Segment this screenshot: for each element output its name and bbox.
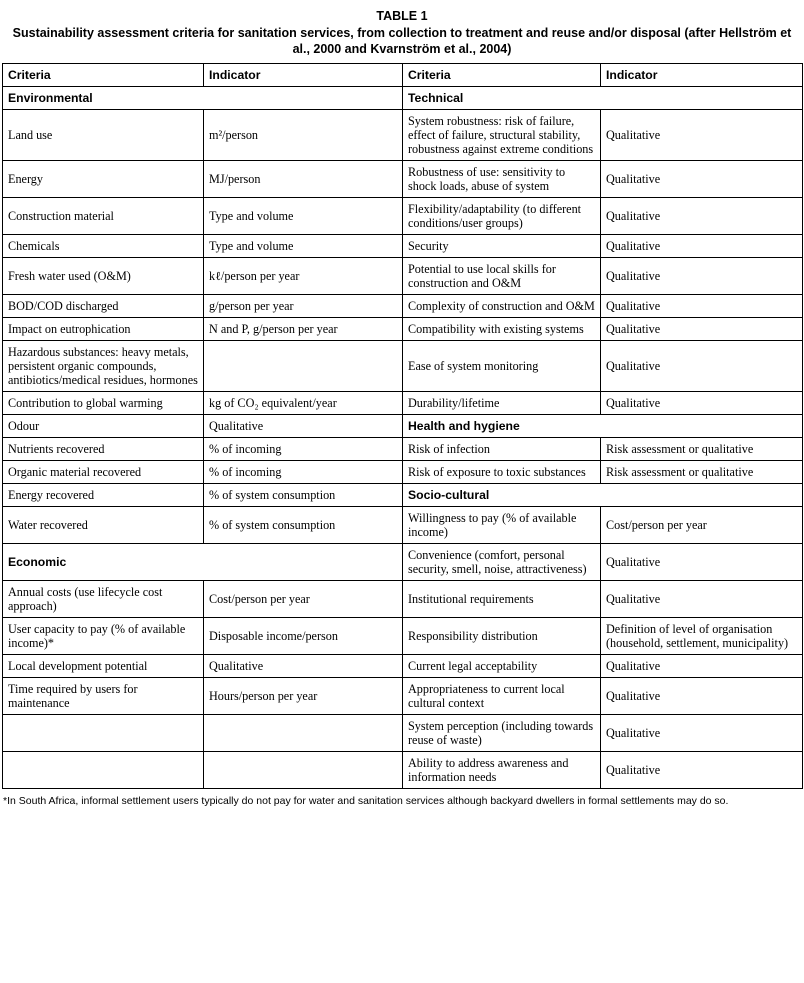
cell-indicator-left: % of system consumption (204, 484, 403, 507)
cell-indicator-right: Risk assessment or qualitative (601, 461, 803, 484)
cell-indicator-right: Qualitative (601, 295, 803, 318)
cell-criteria-right: Complexity of construction and O&M (403, 295, 601, 318)
cell-criteria-left: Annual costs (use lifecycle cost approach) (3, 581, 204, 618)
cell-criteria-left: Energy recovered (3, 484, 204, 507)
cell-indicator-left: % of incoming (204, 461, 403, 484)
table-row (3, 198, 803, 235)
table-row (3, 655, 803, 678)
cell-indicator-right: Qualitative (601, 655, 803, 678)
cell-criteria-left: Land use (3, 110, 204, 161)
cell-criteria-right: Current legal acceptability (403, 655, 601, 678)
cell-criteria-right: Risk of infection (403, 438, 601, 461)
cell-criteria-right: Institutional requirements (403, 581, 601, 618)
table-title: Sustainability assessment criteria for sanitation services, from collection to treatment and reuse and/or disposal (after Hellström et al., 2000 and Kvarnström et al., 2004) (12, 26, 792, 56)
cell-indicator-left (204, 752, 403, 789)
cell-indicator-right: Qualitative (601, 752, 803, 789)
cell-criteria-right: Potential to use local skills for construction and O&M (403, 258, 601, 295)
table-row (3, 341, 803, 392)
cell-criteria-right: Ability to address awareness and information needs (403, 752, 601, 789)
cell-criteria-left: Odour (3, 415, 204, 438)
table-row (3, 715, 803, 752)
cell-indicator-left: % of system consumption (204, 507, 403, 544)
cell-criteria-right: Appropriateness to current local cultural context (403, 678, 601, 715)
cell-criteria-right: System perception (including towards reuse of waste) (403, 715, 601, 752)
sustainability-criteria-table (2, 63, 803, 789)
table-row (3, 678, 803, 715)
cell-criteria-left: Construction material (3, 198, 204, 235)
cell-indicator-left: Disposable income/person (204, 618, 403, 655)
table-footnote: *In South Africa, informal settlement users typically do not pay for water and sanitation services although backyard dwellers in formal settlements may do so. (3, 795, 729, 807)
cell-indicator-left: Type and volume (204, 198, 403, 235)
cell-indicator-left: Qualitative (204, 415, 403, 438)
cell-criteria-left: Energy (3, 161, 204, 198)
table-row (3, 581, 803, 618)
cell-indicator-right: Qualitative (601, 392, 803, 415)
table-row (3, 392, 803, 415)
cell-indicator-left (204, 715, 403, 752)
cell-criteria-right: Risk of exposure to toxic substances (403, 461, 601, 484)
cell-indicator-right: Definition of level of organisation (household, settlement, municipality) (601, 618, 803, 655)
cell-indicator-right: Qualitative (601, 110, 803, 161)
cell-criteria-left: Chemicals (3, 235, 204, 258)
cell-criteria-right: Security (403, 235, 601, 258)
cell-criteria-left: BOD/COD discharged (3, 295, 204, 318)
cell-criteria-left: Nutrients recovered (3, 438, 204, 461)
table-row (3, 295, 803, 318)
cell-indicator-right: Qualitative (601, 341, 803, 392)
cell-criteria-right: System robustness: risk of failure, effect of failure, structural stability, robustness against extreme conditions (403, 110, 601, 161)
cell-criteria-left: Hazardous substances: heavy metals, persistent organic compounds, antibiotics/medical residues, hormones (3, 341, 204, 392)
cell-indicator-right: Qualitative (601, 198, 803, 235)
cell-indicator-right: Qualitative (601, 235, 803, 258)
cell-criteria-right: Durability/lifetime (403, 392, 601, 415)
cell-criteria-left: Time required by users for maintenance (3, 678, 204, 715)
table-row (3, 461, 803, 484)
table-row (3, 544, 803, 581)
cell-criteria-left (3, 752, 204, 789)
table-row (3, 161, 803, 198)
table-row (3, 318, 803, 341)
cell-indicator-left: kℓ/person per year (204, 258, 403, 295)
cell-indicator-right: Qualitative (601, 318, 803, 341)
cell-indicator-right: Qualitative (601, 581, 803, 618)
table-row (3, 507, 803, 544)
cell-criteria-right: Compatibility with existing systems (403, 318, 601, 341)
cell-criteria-left: Contribution to global warming (3, 392, 204, 415)
header-indicator-right: Indicator (601, 64, 803, 87)
cell-criteria-left: Local development potential (3, 655, 204, 678)
cell-indicator-left: kg of CO₂ equivalent/year (204, 392, 403, 415)
table-row (3, 484, 803, 507)
cell-criteria-left (3, 715, 204, 752)
table-number: TABLE 1 (376, 9, 428, 23)
table-row (3, 110, 803, 161)
cell-criteria-right: Willingness to pay (% of available income) (403, 507, 601, 544)
table-row (3, 258, 803, 295)
cell-indicator-right: Qualitative (601, 678, 803, 715)
table-row (3, 415, 803, 438)
cell-indicator-left: m²/person (204, 110, 403, 161)
cell-indicator-left: g/person per year (204, 295, 403, 318)
header-criteria-right: Criteria (403, 64, 601, 87)
cell-criteria-right: Robustness of use: sensitivity to shock loads, abuse of system (403, 161, 601, 198)
table-body (3, 64, 803, 789)
table-row (3, 235, 803, 258)
table-header-row (3, 64, 803, 87)
section-header-right: Health and hygiene (403, 415, 803, 438)
cell-indicator-left (204, 341, 403, 392)
cell-criteria-left: User capacity to pay (% of available income)* (3, 618, 204, 655)
cell-indicator-left: Qualitative (204, 655, 403, 678)
cell-indicator-left: % of incoming (204, 438, 403, 461)
cell-criteria-left: Organic material recovered (3, 461, 204, 484)
cell-criteria-left: Impact on eutrophication (3, 318, 204, 341)
header-criteria-left: Criteria (3, 64, 204, 87)
cell-criteria-left: Fresh water used (O&M) (3, 258, 204, 295)
cell-indicator-left: Cost/person per year (204, 581, 403, 618)
header-indicator-left: Indicator (204, 64, 403, 87)
table-row (3, 438, 803, 461)
cell-indicator-right: Risk assessment or qualitative (601, 438, 803, 461)
cell-indicator-left: N and P, g/person per year (204, 318, 403, 341)
cell-criteria-right: Responsibility distribution (403, 618, 601, 655)
cell-indicator-right: Qualitative (601, 258, 803, 295)
table-row (3, 87, 803, 110)
table-caption (2, 6, 802, 63)
cell-indicator-right: Cost/person per year (601, 507, 803, 544)
cell-indicator-right: Qualitative (601, 544, 803, 581)
section-header-left: Environmental (3, 87, 403, 110)
table-row (3, 752, 803, 789)
cell-criteria-right: Flexibility/adaptability (to different conditions/user groups) (403, 198, 601, 235)
cell-criteria-right: Ease of system monitoring (403, 341, 601, 392)
table-row (3, 618, 803, 655)
section-header-left: Economic (3, 544, 403, 581)
cell-indicator-right: Qualitative (601, 161, 803, 198)
cell-indicator-right: Qualitative (601, 715, 803, 752)
cell-indicator-left: Type and volume (204, 235, 403, 258)
cell-indicator-left: Hours/person per year (204, 678, 403, 715)
cell-criteria-right: Convenience (comfort, personal security, smell, noise, attractiveness) (403, 544, 601, 581)
cell-indicator-left: MJ/person (204, 161, 403, 198)
section-header-right: Socio-cultural (403, 484, 803, 507)
cell-criteria-left: Water recovered (3, 507, 204, 544)
section-header-right: Technical (403, 87, 803, 110)
